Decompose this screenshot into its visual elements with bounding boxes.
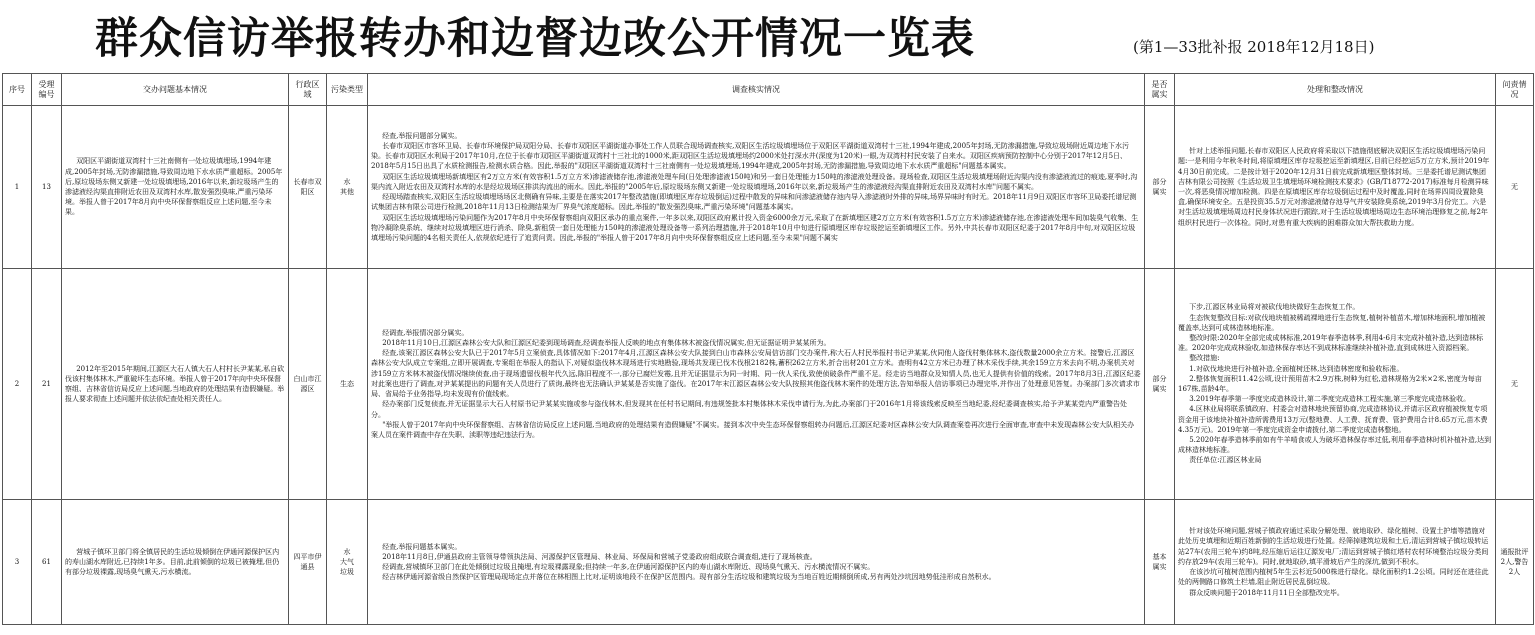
cell-problem (62, 500, 289, 625)
handling-paragraph: 4.区林业局将联系镇政府、村委会对造林地块预留协商,完成造林协议,并请示区政府植被恢复专项资金用于该地块补植补造所需费用13万元(整地费、人工费、抚育费、管护费用合计8.65万元,苗木费4.35万元)。2019年第一季度完成资金申请拨付,第二季度完成造林整地。 (1178, 405, 1488, 434)
cell-seq: 3 (3, 500, 32, 625)
header-seq: 序号 (3, 74, 32, 106)
document-header (0, 0, 1535, 70)
cell-handling (1175, 269, 1496, 500)
problem-text: 双阳区平湖街道双湾村十三社南侧有一处垃圾填埋场,1994年建成,2005年封场,无防渗漏措施,导致周边地下水水质严重超标。2005年后,原垃圾场东侧又新建一处垃圾填埋场,2016年以来,新垃圾场产生的渗滤液经沟渠直排附近农田及双湾村水库,散发强烈臭味,严重污染环境。举报人曾于2017年8月向中央环保督察组反应上述问题,至今未果。 (65, 157, 283, 217)
header-problem: 交办问题基本情况 (62, 74, 289, 106)
handling-paragraph: 生态恢复整改目标:对砍伐地块植被稀疏裸地进行生态恢复,植树补植苗木,增加林地面积,增加植被覆盖率,达到可成林造林地标准。 (1178, 313, 1486, 332)
handling-paragraph: 1.对砍伐地块进行补植补造,全面植树还林,达到造林密度和验收标准。 (1189, 364, 1404, 373)
cell-region: 白山市江源区 (289, 269, 327, 500)
problem-text: 2012年至2015年期间,江源区大石人镇大石人村村长尹某某,私自砍伐该村集体林木,严重破坏生态环境。举报人曾于2017年向中央环保督察组、吉林省信访局反应上述问题,当地政府的处理结果有造假嫌疑。举报人要求彻查上述问题并依法依纪查处相关责任人。 (65, 364, 285, 404)
cell-pollution-type: 水 大气 垃圾 (327, 500, 368, 625)
cell-acceptance-no: 61 (32, 500, 62, 625)
handling-paragraph: 针对该处环境问题,营城子镇政府通过采取分解处理、就地取砂、绿化植树、设置土护墙等措施对此处历史填埋和近期百姓新倒的生活垃圾进行处置。经筛掉建筑垃圾和土后,清运到营城子镇垃圾转运站27车(农用三轮车)约8吨,经压缩后运往辽源发电厂;清运到营城子镇红塔村农村环境整治垃圾分类间约存放29车(农用三轮车)。同时,就地取砂,填平滑坡后产生的深坑,做到不积水。 (1178, 527, 1489, 566)
investigation-paragraph: "举报人曾于2017年向中央环保督察组、吉林省信访局反应上述问题,当地政府的处理结果有造假嫌疑"不属实。接到本次中央生态环保督察组转办问题后,江源区纪委对区森林公安大队调查案卷再次进行全面审查,审查中未发现森林公安大队相关办案人员在案件调查中存在失职、渎职等违纪违法行为。 (371, 420, 1135, 439)
cell-pollution-type: 水 其他 (327, 106, 368, 269)
header-region: 行政区域 (289, 74, 327, 106)
header-truth: 是否属实 (1145, 74, 1175, 106)
investigation-paragraph: 2018年11月8日,伊通县政府主管领导带领执法局、河源保护区管理局、林业局、环保局和营城子党委政府组成联合调查组,进行了现场核查。 (382, 552, 817, 561)
header-investigation: 调查核实情况 (368, 74, 1145, 106)
page-title: 群众信访举报转办和边督边改公开情况一览表 (95, 14, 975, 64)
handling-paragraph: 整改措施: (1189, 354, 1220, 363)
handling-paragraph: 整改时限:2020年全部完成成林标准,2019年春季造林季,利用4-6月末完成补植补造,达到造林标准。2020年完成成林验收,如造林保存率达不到成林标准继续补植补造,直到成林进入资源档案。 (1178, 333, 1484, 353)
handling-paragraph: 2.整体恢复面积11.42公顷,设计预用苗木2.9万株,树种为红松,造林规格为2米×2米,密度为每亩167株,苗龄4年。 (1178, 374, 1482, 393)
cell-problem (62, 106, 289, 269)
handling-paragraph: 3.2019年春季第一季度完成造林设计,第二季度完成造林工程实施,第三季度完成造林验收。 (1189, 395, 1471, 404)
table-row (3, 500, 1534, 625)
page-subtitle: (第1—33批补报 2018年12月18日) (1133, 38, 1375, 56)
cell-pollution-type: 生态 (327, 269, 368, 500)
handling-paragraph: 群众反映问题于2018年11月11日全部整改完毕。 (1189, 588, 1344, 597)
investigation-paragraph: 经查,举报问题基本属实。 (382, 542, 462, 551)
handling-paragraph: 针对上述举报问题,长春市双阳区人民政府将采取以下措施彻底解决双阳区生活垃圾填埋场污染问题:一是利用今年秋冬时间,将原填埋区库存垃圾挖运至新填埋区,目前已经挖运5万立方米,预计2019年4月30日前完成。二是按计划于2020年12月31日前完成新填埋区整体封场。三是委托谱尼测试集团吉林有限公司按照《生活垃圾卫生填埋场环境检测技术要求》(GB/T18772-2017)标准每月检测异味一次,将恶臭情况增加检测。四是在原填埋区库存垃圾倒运过程中及时覆盖,同时在场界四周设置除臭盒,确保环境安全。五是投资35.5万元对渗滤液储存池导气井安装除臭系统,2019年3月份完工。六是对生活垃圾填埋场周边村民身体状况进行跟踪,对于生活垃圾填埋场周边生态环境治理修复之前,每2年组织村民进行一次体检。同时,对患有重大疾病的困难群众加大帮扶救助力度。 (1178, 147, 1490, 227)
investigation-paragraph: 2018年11月10日,江源区森林公安大队和江源区纪委到现场调查,经调查举报人反映的地点有集体林木被盗伐情况属实,但无证据证明尹某某所为。 (382, 339, 831, 348)
investigation-paragraph: 经现场踏查核实,双阳区生活垃圾填埋场场区北侧确有异味,主要是在落实2017年整改措施(即填埋区库存垃圾倒运)过程中散发的异味和问渗滤液储存池内导入渗滤液时外排的异味,场界异味时有时无。2018年11月9日双阳区市容环卫局委托谱尼测试集团吉林有限公司进行检测,2018年11月13日检测结果为厂界臭气浓度超标。因此,举报的"散发强烈臭味,严重污染环境"问题基本属实。 (371, 193, 1137, 212)
investigation-paragraph: 经查,该案江源区森林公安大队已于2017年5月立案侦查,具体情况如下:2017年4月,江源区森林公安大队接到白山市森林公安局信访部门交办案件,称大石人村民举报村书记尹某某,伙同他人盗伐村集体林木,盗伐数量2000余立方米。接警后,江源区森林公安大队成立专案组,立即开展调查,专案组在举报人的指认下,对疑似盗伐林木现场进行实地勘验,现场共发现已伐木伐根2182株,蓄积262立方米,折合出材201立方米。查明有42立方米已办理了林木采伐手续,其余159立方米去向不明,办案机关对涉159立方米林木被盗伐情况继续侦查,由于现场遗留伐根年代久远,陈旧程度不一,部分已腐烂发霉,且并无证据显示为同一时期、同一伙人采伐,致使侦破条件严重不足。经走访当地群众及知情人员,也无人提供有价值的线索。2017年8月3日,江源区纪委对此案也进行了调查,对尹某某提出的问题有关人员进行了质询,最终也无法确认尹某某是否实施了盗伐。在2017年末江源区森林公安大队按照其他盗伐林木案件的处理方法,告知举报人信访事项已办理完毕,并作出了处理意见答复。办案部门多次请求市局、省局给予业务指导,均未发现有价值线索。 (371, 349, 1141, 399)
header-accountability: 问责情况 (1496, 74, 1534, 106)
table-row (3, 269, 1534, 500)
cell-region: 四平市伊通县 (289, 500, 327, 625)
cell-truth: 基本 属实 (1145, 500, 1175, 625)
cell-accountability: 无 (1496, 106, 1534, 269)
cell-acceptance-no: 13 (32, 106, 62, 269)
investigation-paragraph: 经吉林伊通河源省级自然保护区管理局现场定点并落位在林相图上比对,证明该地段不在保护区范围内。现有部分生活垃圾和建筑垃圾为当地百姓近期倾倒所成,另有两处沙坑因地势低洼形成自然积水。 (382, 573, 996, 582)
investigation-paragraph: 双阳区生活垃圾填埋场新填埋区有2万立方米(有效容积1.5万立方米)渗滤液储存池,渗滤液处理车间(日处理渗滤液150吨)和另一套日处理能力150吨的渗滤液处理设备。现场检查,双阳区生活垃圾填埋场附近沟渠内没有渗滤液流过的痕迹,夏季时,沟渠内流入附近农田及双湾村水库的水是经垃圾场区排洪沟流出的雨水。因此,举报的"2005年后,原垃圾场东侧又新建一处垃圾填埋场,2016年以来,新垃圾场产生的渗滤液经沟渠直排附近农田及双湾村水库"问题不属实。 (371, 172, 1138, 191)
cell-region: 长春市双阳区 (289, 106, 327, 269)
cell-handling (1175, 106, 1496, 269)
cell-acceptance-no: 21 (32, 269, 62, 500)
table-row (3, 106, 1534, 269)
cell-problem (62, 269, 289, 500)
cell-seq: 1 (3, 106, 32, 269)
investigation-paragraph: 双阳区生活垃圾填埋场污染问题作为2017年8月中央环保督察组向双阳区承办的重点案件,一年多以来,双阳区政府累计投入资金6000余万元,采取了在新填埋区建2万立方米(有效容积1.5万立方米)渗滤液储存池,在渗滤液处理车间加装臭气收集、生物冷凝除臭系统、继续对垃圾填埋区进行消杀、除臭,新租赁一套日处理能力150吨的渗滤液处理设备等一系列治理措施,并于2018年10月中旬进行原填埋区库存垃圾挖运至新填埋区工作。另外,中共长春市双阳区纪委于2017年8月中旬,对双阳区垃圾填埋场污染问题的4名相关责任人,依规依纪进行了追责问责。因此,举报的"举报人曾于2017年8月向中央环保督察组反应上述问题,至今未果"问题不属实 (371, 213, 1139, 242)
investigation-paragraph: 经调查,营城镇环卫部门在此处倾倒过垃圾且掩埋,有垃圾裸露现象;但持续一年多,在伊通河源保护区内的寿山湖水库附近、现场臭气熏天、污水横流情况不属实。 (382, 563, 875, 571)
cell-accountability: 无 (1496, 269, 1534, 500)
cell-handling (1175, 500, 1496, 625)
cell-investigation (368, 269, 1145, 500)
investigation-paragraph: 经办案部门反复侦查,并无证据显示大石人村原书记尹某某实施或参与盗伐林木,但发现其在任村书记期间,有违规签批本村集体林木采伐申请行为,为此,办案部门于2016年1月将该线索反映至当地纪委,经纪委调查核实,给予尹某某党内严重警告处分。 (371, 400, 1128, 419)
cell-accountability: 通报批评2人,警告2人 (1496, 500, 1534, 625)
investigation-paragraph: 经查,举报问题部分属实。 (382, 131, 462, 140)
cell-investigation (368, 106, 1145, 269)
handling-paragraph: 下步,江源区林业局将对被砍伐地块做好生态恢复工作。 (1189, 303, 1360, 312)
cell-truth: 部分 属实 (1145, 106, 1175, 269)
investigation-paragraph: 经调查,举报情况部分属实。 (382, 328, 469, 337)
handling-paragraph: 5.2020年春季造林季前如有牛羊啃食或人为破坏造林保存率过低,利用春季造林时机补植补造,达到成林造林地标准。 (1178, 436, 1492, 455)
header-handling: 处理和整改情况 (1175, 74, 1496, 106)
cell-investigation (368, 500, 1145, 625)
header-acceptance-no: 受理编号 (32, 74, 62, 106)
handling-paragraph: 责任单位:江源区林业局 (1189, 456, 1262, 465)
problem-text: 营城子镇环卫部门将全镇居民的生活垃圾倾倒在伊通河源保护区内的寿山湖水库附近,已持续1年多。目前,此前倾倒的垃圾已被掩埋,但仍有部分垃圾裸露,现场臭气熏天,污水横流。 (65, 547, 280, 577)
cell-seq: 2 (3, 269, 32, 500)
header-pollution-type: 污染类型 (327, 74, 368, 106)
report-table (2, 73, 1534, 625)
table-header-row (3, 74, 1534, 106)
investigation-paragraph: 长春市双阳区市容环卫局、长春市环境保护局双阳分局、长春市双阳区平湖街道办事处工作人员联合现场调查核实,双阳区生活垃圾填埋场位于双阳区平湖街道双湾村十三社,1994年建成,2005年封场,无防渗漏措施,导致垃圾场附近周边地下水污染。长春市双阳区水利局于2017年10月,在位于长春市双阳区平湖街道双湾村十三社北的1000米,距双阳区生活垃圾填埋场约2000米处打深水井(深度为120米)一眼,为双湾村村民安装了自来水。双阳区疾病预防控制中心分别于2017年12月5日、2018年5月15日出具了水质检测报告,检测水质合格。因此,举报的"双阳区平湖街道双湾村十三社南侧有一处垃圾填埋场,1994年建成,2005年封场,无防渗漏措施,导致周边地下水水质严重超标"问题基本属实。 (371, 142, 1129, 171)
handling-paragraph: 在该沙坑可植树范围内植树5年生云杉近5000株进行绿化。绿化面积约1.2公顷。同时还在进往此处的两侧路口修筑土栏墙,阻止附近居民乱倒垃圾。 (1178, 568, 1489, 587)
cell-truth: 部分 属实 (1145, 269, 1175, 500)
